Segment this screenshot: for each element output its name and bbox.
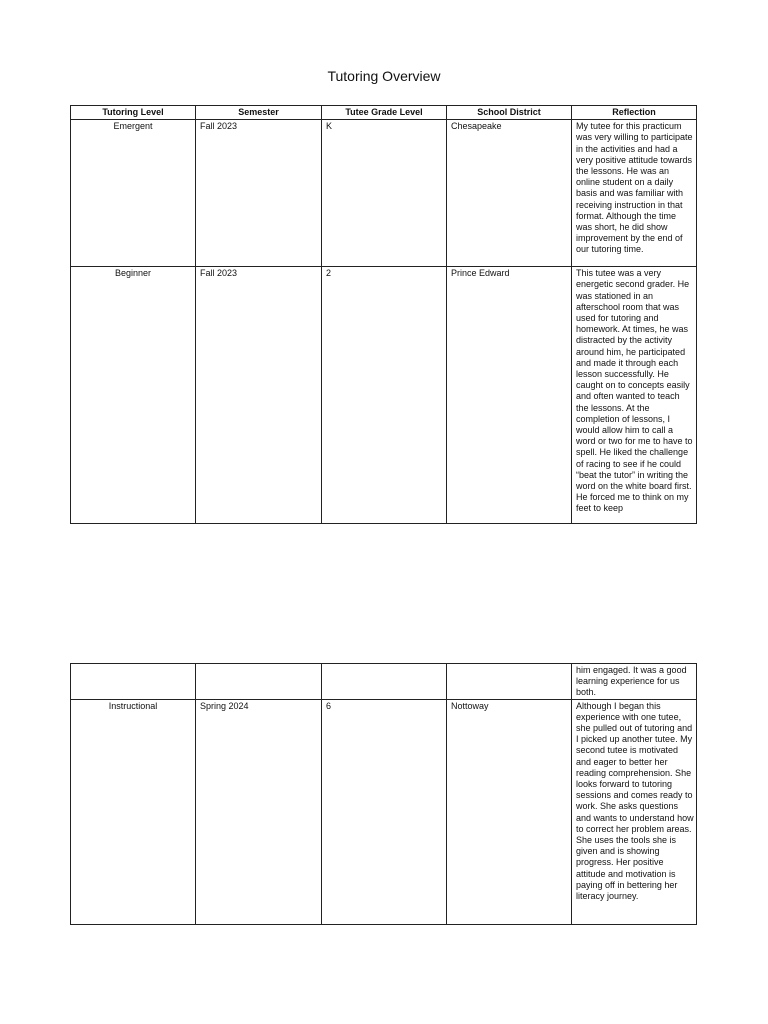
- cell-grade-level: 6: [322, 699, 447, 924]
- cell-school-district: Prince Edward: [447, 267, 572, 524]
- cell-reflection: him engaged. It was a good learning experience for us both.: [572, 664, 697, 700]
- table-header-row: [71, 106, 697, 120]
- table-row: [71, 120, 697, 267]
- cell-school-district: Nottoway: [447, 699, 572, 924]
- cell-tutoring-level: Beginner: [71, 267, 196, 524]
- table-row-continuation: [71, 664, 697, 700]
- cell-tutoring-level: [71, 664, 196, 700]
- header-tutoring-level: Tutoring Level: [71, 106, 196, 120]
- cell-school-district: [447, 664, 572, 700]
- table-row: [71, 267, 697, 524]
- header-tutee-grade-level: Tutee Grade Level: [322, 106, 447, 120]
- cell-grade-level: 2: [322, 267, 447, 524]
- cell-reflection: Although I began this experience with one tutee, she pulled out of tutoring and I picked up another tutee. My second tutee is motivated and eager to better her reading comprehension. She looks forward to tutoring sessions and comes ready to work. She asks questions and wants to understand how to correct her problem areas. She uses the tools she is given and is showing progress. Her positive attitude and motivation is paying off in bettering her literacy journey.: [572, 699, 697, 924]
- cell-reflection: My tutee for this practicum was very willing to participate in the activities and had a very positive attitude towards the lessons. He was an online student on a daily basis and was familiar with receiving instruction in that format. Although the time was short, he did show improvement by the end of our tutoring time.: [572, 120, 697, 267]
- cell-reflection: This tutee was a very energetic second grader. He was stationed in an afterschool room that was used for tutoring and homework. At times, he was distracted by the activity around him, he participated and made it through each lesson successfully. He caught on to concepts easily and often wanted to teach the lessons. At the completion of lessons, I would allow him to call a word or two for me to have to spell. He liked the challenge of racing to see if he could “beat the tutor” in writing the word on the white board first. He forced me to think on my feet to keep: [572, 267, 697, 524]
- cell-semester: Spring 2024: [196, 699, 322, 924]
- page-title: Tutoring Overview: [327, 68, 441, 84]
- header-semester: Semester: [196, 106, 322, 120]
- cell-semester: Fall 2023: [196, 120, 322, 267]
- cell-tutoring-level: Emergent: [71, 120, 196, 267]
- cell-tutoring-level: Instructional: [71, 699, 196, 924]
- cell-semester: Fall 2023: [196, 267, 322, 524]
- cell-school-district: Chesapeake: [447, 120, 572, 267]
- tutoring-table-continued: [70, 663, 697, 925]
- tutoring-table: [70, 105, 697, 524]
- cell-grade-level: K: [322, 120, 447, 267]
- header-school-district: School District: [447, 106, 572, 120]
- header-reflection: Reflection: [572, 106, 697, 120]
- cell-grade-level: [322, 664, 447, 700]
- table-row: [71, 699, 697, 924]
- cell-semester: [196, 664, 322, 700]
